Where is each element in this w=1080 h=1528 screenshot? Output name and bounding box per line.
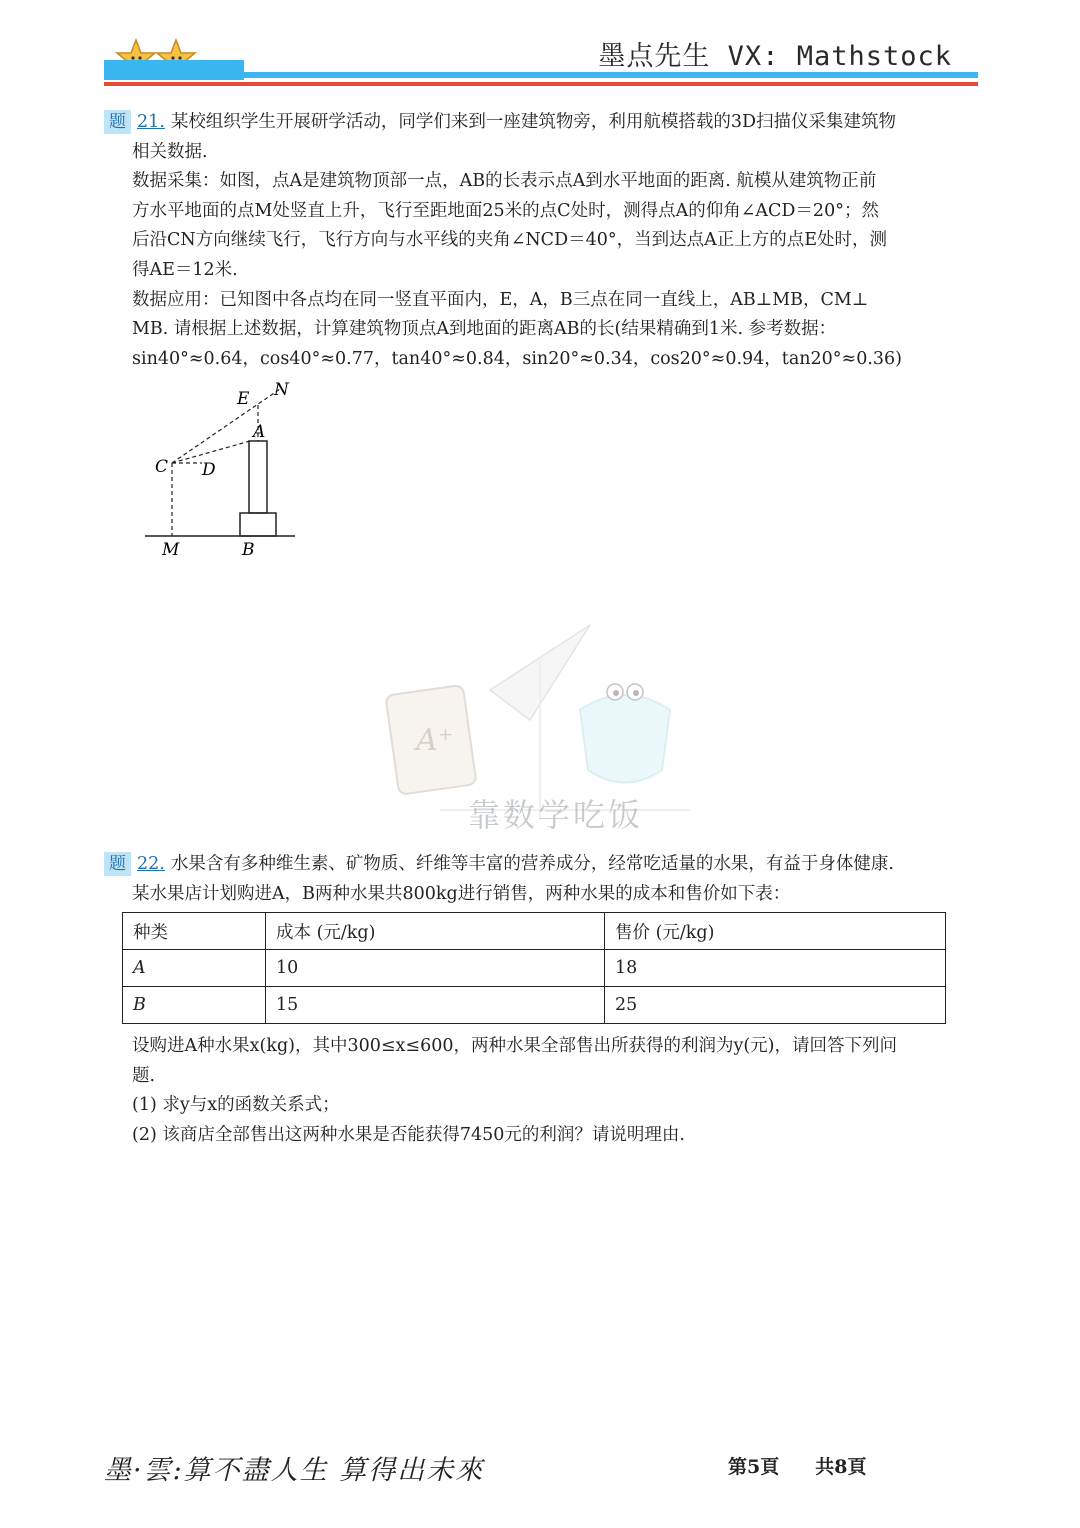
footer-pagination (728, 1452, 902, 1479)
building-base (240, 513, 276, 536)
question-21 (104, 108, 984, 374)
label-m: M (162, 540, 180, 560)
mascot-icon (580, 695, 670, 783)
table-header-cell: 售价 (元/kg) (605, 913, 946, 950)
geometry-figure (140, 375, 310, 565)
label-n: N (274, 380, 289, 400)
page-header (0, 0, 1080, 100)
question-22-continued (104, 1032, 984, 1150)
question-tag: 题 (104, 110, 131, 134)
q21-line: 相关数据. (132, 141, 208, 162)
header-title: 墨点先生 VX: Mathstock (598, 41, 952, 72)
question-number: 22. (137, 854, 165, 874)
question-tag: 题 (104, 852, 131, 876)
q21-line: 数据采集：如图，点A是建筑物顶部一点，AB的长表示点A到水平地面的距离. 航模从建筑物正前 (132, 171, 877, 192)
q21-line: 后沿CN方向继续飞行，飞行方向与水平线的夹角∠NCD＝40°，当到达点A正上方的点E处时，测 (132, 230, 888, 251)
table-row (123, 950, 946, 987)
q21-line: 数据应用：已知图中各点均在同一竖直平面内，E，A，B三点在同一直线上，AB⊥MB，CM⊥ (132, 289, 869, 310)
table-row (123, 987, 946, 1024)
header-line-red (104, 82, 978, 86)
building-tower (249, 441, 267, 513)
fruit-price-table (122, 912, 946, 1024)
q22-subquestion: (1) 求y与x的函数关系式； (132, 1095, 340, 1116)
label-a: A (253, 422, 266, 442)
table-cell: 15 (266, 987, 605, 1024)
label-b: B (242, 540, 255, 560)
page-number: 第5頁 (728, 1456, 780, 1478)
q22-line: 设购进A种水果x(kg)，其中300≤x≤600，两种水果全部售出所获得的利润为y(元)，请回答下列问 (132, 1036, 898, 1056)
label-d: D (202, 460, 216, 480)
q21-line: 方水平地面的点M处竖直上升，飞行至距地面25米的点C处时，测得点A的仰角∠ACD＝20°；然 (132, 200, 879, 221)
q21-line: 某校组织学生开展研学活动，同学们来到一座建筑物旁，利用航模搭载的3D扫描仪采集建筑物 (170, 112, 897, 132)
label-c: C (155, 457, 169, 477)
watermark-text: 靠数学吃饭 (468, 796, 644, 834)
q22-line: 题. (132, 1065, 156, 1086)
table-cell: 10 (266, 950, 605, 987)
table-header-cell: 种类 (123, 913, 266, 950)
footer-slogan: 墨·雲:算不盡人生 算得出未來 (104, 1455, 485, 1486)
table-header-row (123, 913, 946, 950)
q22-line: 水果含有多种维生素、矿物质、纤维等丰富的营养成分，经常吃适量的水果，有益于身体健康. (170, 854, 894, 874)
page-total: 共8頁 (815, 1456, 867, 1478)
table-header-cell: 成本 (元/kg) (266, 913, 605, 950)
question-number: 21. (137, 112, 165, 132)
table-cell: 18 (605, 950, 946, 987)
label-e: E (237, 389, 250, 409)
q21-line: sin40°≈0.64，cos40°≈0.77，tan40°≈0.84，sin20°≈0.34，cos20°≈0.94，tan20°≈0.36) (132, 348, 903, 369)
table-cell: B (123, 987, 266, 1024)
watermark-badge: A⁺ (416, 723, 454, 758)
q21-line: 得AE＝12米. (132, 259, 238, 280)
q22-line: 某水果店计划购进A，B两种水果共800kg进行销售，两种水果的成本和售价如下表： (132, 883, 791, 904)
question-22 (104, 850, 984, 909)
q21-line: MB. 请根据上述数据，计算建筑物顶点A到地面的距离AB的长(结果精确到1米. 参考数据： (132, 319, 837, 340)
table-cell: 25 (605, 987, 946, 1024)
q22-subquestion: (2) 该商店全部售出这两种水果是否能获得7450元的利润？请说明理由. (132, 1124, 685, 1145)
table-cell: A (123, 950, 266, 987)
